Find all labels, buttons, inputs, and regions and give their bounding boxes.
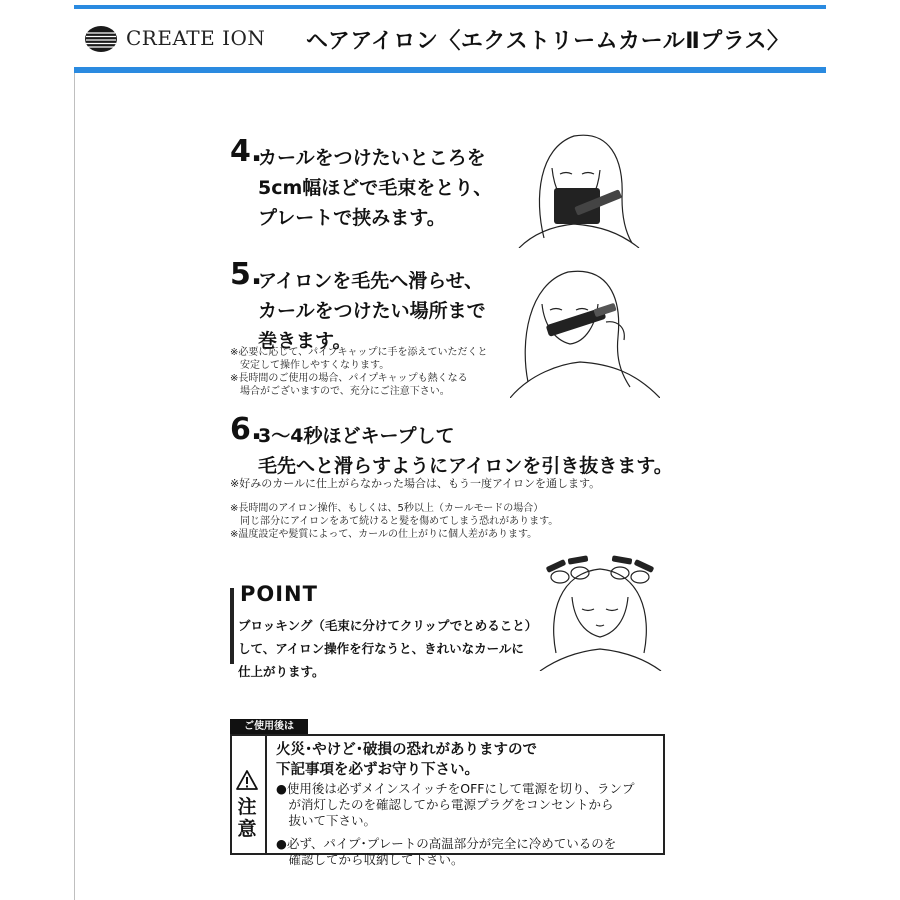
step-6-text (258, 421, 673, 481)
caution-label-text: 注意 (237, 796, 257, 840)
step-5-line-2: カールをつけたい場所まで (258, 300, 486, 322)
point-line-2: して、アイロン操作を行なうと、きれいなカールに (238, 641, 524, 656)
caution-divider (265, 734, 267, 855)
step-6-line-2: 毛先へと滑らすようにアイロンを引き抜きます。 (258, 455, 673, 477)
point-accent-bar (230, 588, 234, 664)
step-4-illustration (514, 128, 644, 248)
point-line-1: ブロッキング（毛束に分けてクリップでとめること） (238, 618, 538, 633)
step-5-illustration (510, 262, 660, 398)
step-5-note-3: ※長時間のご使用の場合、パイプキャップも熱くなる (230, 373, 468, 384)
step-6-notes (230, 502, 558, 541)
caution-bullet-1-line-3: 抜いて下さい。 (276, 813, 377, 828)
step-5-note-1: ※必要に応じて、パイプキャップに手を添えていただくと (230, 347, 488, 358)
caution-bullet-1-line-2: が消灯したのを確認してから電源プラグをコンセントから (276, 797, 614, 812)
step-5-number: 5. (230, 257, 263, 292)
step-5-line-1: アイロンを毛先へ滑らせ、 (258, 270, 484, 292)
caution-headline-1: 火災･やけど･破損の恐れがありますので (276, 742, 537, 758)
step-4-line-3: プレートで挟みます。 (258, 207, 446, 229)
step-5-note-4: 場合がございますので、充分にご注意下さい。 (230, 386, 450, 397)
step-6-main-note: ※好みのカールに仕上がらなかった場合は、もう一度アイロンを通します。 (230, 477, 601, 490)
point-title: POINT (240, 582, 318, 606)
caution-bullet-2-line-2: 確認してから収納して下さい。 (276, 852, 464, 867)
caution-headline (276, 740, 537, 780)
point-illustration (538, 553, 663, 671)
page-left-border (74, 73, 75, 900)
caution-label (237, 796, 257, 840)
step-5-text (258, 266, 486, 356)
caution-bullet-1 (276, 781, 635, 829)
header-bottom-rule (74, 67, 826, 73)
header-top-rule (74, 5, 826, 9)
step-6-note-3: ※温度設定や髪質によって、カールの仕上がりに個人差があります。 (230, 529, 538, 540)
point-text (238, 614, 537, 683)
step-6-note-2: 同じ部分にアイロンをあて続けると髪を傷めてしまう恐れがあります。 (230, 516, 559, 527)
step-4-number: 4. (230, 134, 263, 169)
caution-bullet-1-line-1: ●使用後は必ずメインスイッチをOFFにして電源を切り、ランプ (276, 781, 635, 796)
caution-bullet-2 (276, 836, 616, 868)
step-6-note-1: ※長時間のアイロン操作、もしくは、5秒以上（カールモードの場合） (230, 503, 544, 514)
step-5-notes (230, 346, 487, 398)
brand-name: CREATE ION (126, 26, 266, 50)
caution-tab: ご使用後は (230, 719, 308, 735)
step-6-number: 6. (230, 412, 263, 447)
step-4-text (258, 143, 492, 233)
page-title: ヘアアイロン〈エクストリームカールⅡプラス〉 (306, 29, 790, 54)
point-line-3: 仕上がります。 (238, 664, 325, 679)
caution-headline-2: 下記事項を必ずお守り下さい。 (276, 762, 479, 778)
caution-bullet-2-line-1: ●必ず、パイプ･プレートの高温部分が完全に冷めているのを (276, 836, 617, 851)
warning-icon (236, 770, 258, 790)
step-5-note-2: 安定して操作しやすくなります。 (230, 360, 390, 371)
logo-mark-icon (84, 25, 118, 53)
step-4-line-2: 5cm幅ほどで毛束をとり、 (258, 177, 493, 199)
step-6-line-1: 3～4秒ほどキープして (258, 425, 455, 447)
step-5-line-3: 巻きます。 (258, 330, 352, 352)
step-4-line-1: カールをつけたいところを (258, 147, 486, 169)
